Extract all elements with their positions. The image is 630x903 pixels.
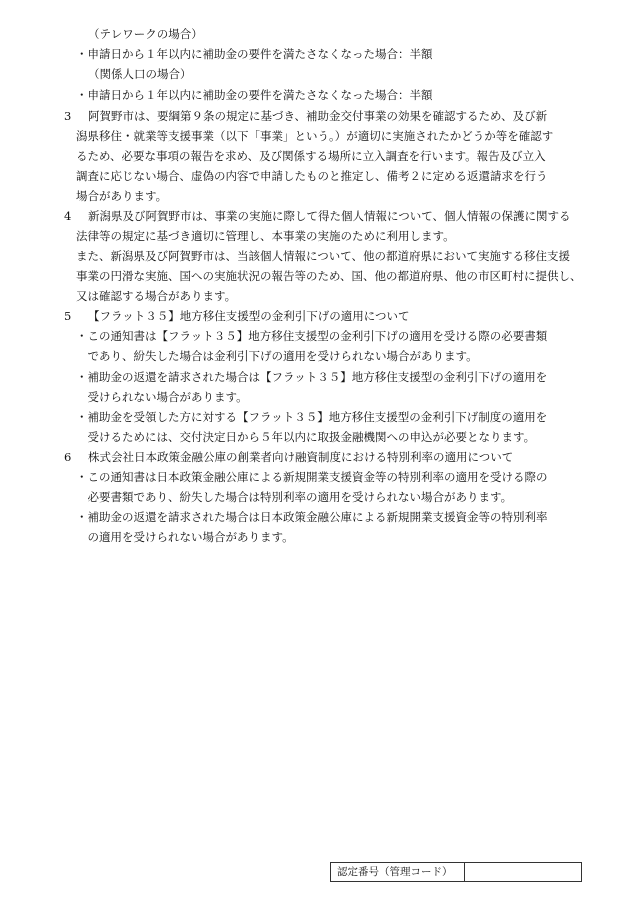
section3-line: 場合があります。	[76, 189, 168, 203]
section4-line: 又は確認する場合があります。	[76, 289, 237, 303]
section5-number: 5	[64, 309, 72, 323]
section5-item: ・この通知書は【フラット３５】地方移住支援型の金利引下げの適用を受ける際の必要書類	[76, 329, 548, 343]
section3-line: 阿賀野市は、要綱第９条の規定に基づき、補助金交付事業の効果を確認するため、及び新	[88, 109, 548, 123]
related-item: ・申請日から１年以内に補助金の要件を満たさなくなった場合：半額	[76, 88, 433, 102]
cert-number-label: 認定番号（管理コード）	[331, 863, 465, 881]
section6-item: の適用を受けられない場合があります。	[76, 530, 294, 544]
section6-item: ・この通知書は日本政策金融公庫による新規開業支援資金等の特別利率の適用を受ける際の	[76, 470, 548, 484]
section4-line: 新潟県及び阿賀野市は、事業の実施に際して得た個人情報について、個人情報の保護に関する	[88, 209, 571, 223]
section5-item: ・補助金を受領した方に対する【フラット３５】地方移住支援型の金利引下げ制度の適用を	[76, 410, 548, 424]
section6-item: 必要書類であり、紛失した場合は特別利率の適用を受けられない場合があります。	[76, 490, 513, 504]
cert-number-box	[330, 862, 582, 882]
section4-line: 法律等の規定に基づき適切に管理し、本事業の実施のために利用します。	[76, 229, 455, 243]
section6-item: ・補助金の返還を請求された場合は日本政策金融公庫による新規開業支援資金等の特別利率	[76, 510, 548, 524]
related-heading: （関係人口の場合）	[88, 67, 192, 81]
section3-line: 調査に応じない場合、虚偽の内容で申請したものと推定し、備考２に定める返還請求を行う	[76, 169, 548, 183]
section3-number: 3	[64, 109, 72, 123]
section6-title: 株式会社日本政策金融公庫の創業者向け融資制度における特別利率の適用について	[88, 450, 514, 464]
section4-line: また、新潟県及び阿賀野市は、当該個人情報について、他の都道府県において実施する移住支援	[76, 249, 571, 263]
telework-item: ・申請日から１年以内に補助金の要件を満たさなくなった場合：半額	[76, 47, 433, 61]
section4-number: 4	[64, 209, 72, 223]
telework-heading: （テレワークの場合）	[88, 27, 203, 41]
section5-item: であり、紛失した場合は金利引下げの適用を受けられない場合があります。	[76, 349, 478, 363]
cert-number-value	[465, 863, 581, 881]
section5-item: ・補助金の返還を請求された場合は【フラット３５】地方移住支援型の金利引下げの適用を	[76, 370, 548, 384]
section5-title: 【フラット３５】地方移住支援型の金利引下げの適用について	[88, 309, 410, 323]
section3-line: るため、必要な事項の報告を求め、及び関係する場所に立入調査を行います。報告及び立入	[76, 149, 546, 163]
section6-number: 6	[64, 450, 72, 464]
section4-line: 事業の円滑な実施、国への実施状況の報告等のため、国、他の都道府県、他の市区町村に提供し、	[76, 269, 582, 283]
section5-item: 受けられない場合があります。	[76, 390, 248, 404]
section5-item: 受けるためには、交付決定日から５年以内に取扱金融機関への申込が必要となります。	[76, 430, 536, 444]
section3-line: 潟県移住・就業等支援事業（以下「事業」という。）が適切に実施されたかどうか等を確認す	[76, 129, 554, 143]
